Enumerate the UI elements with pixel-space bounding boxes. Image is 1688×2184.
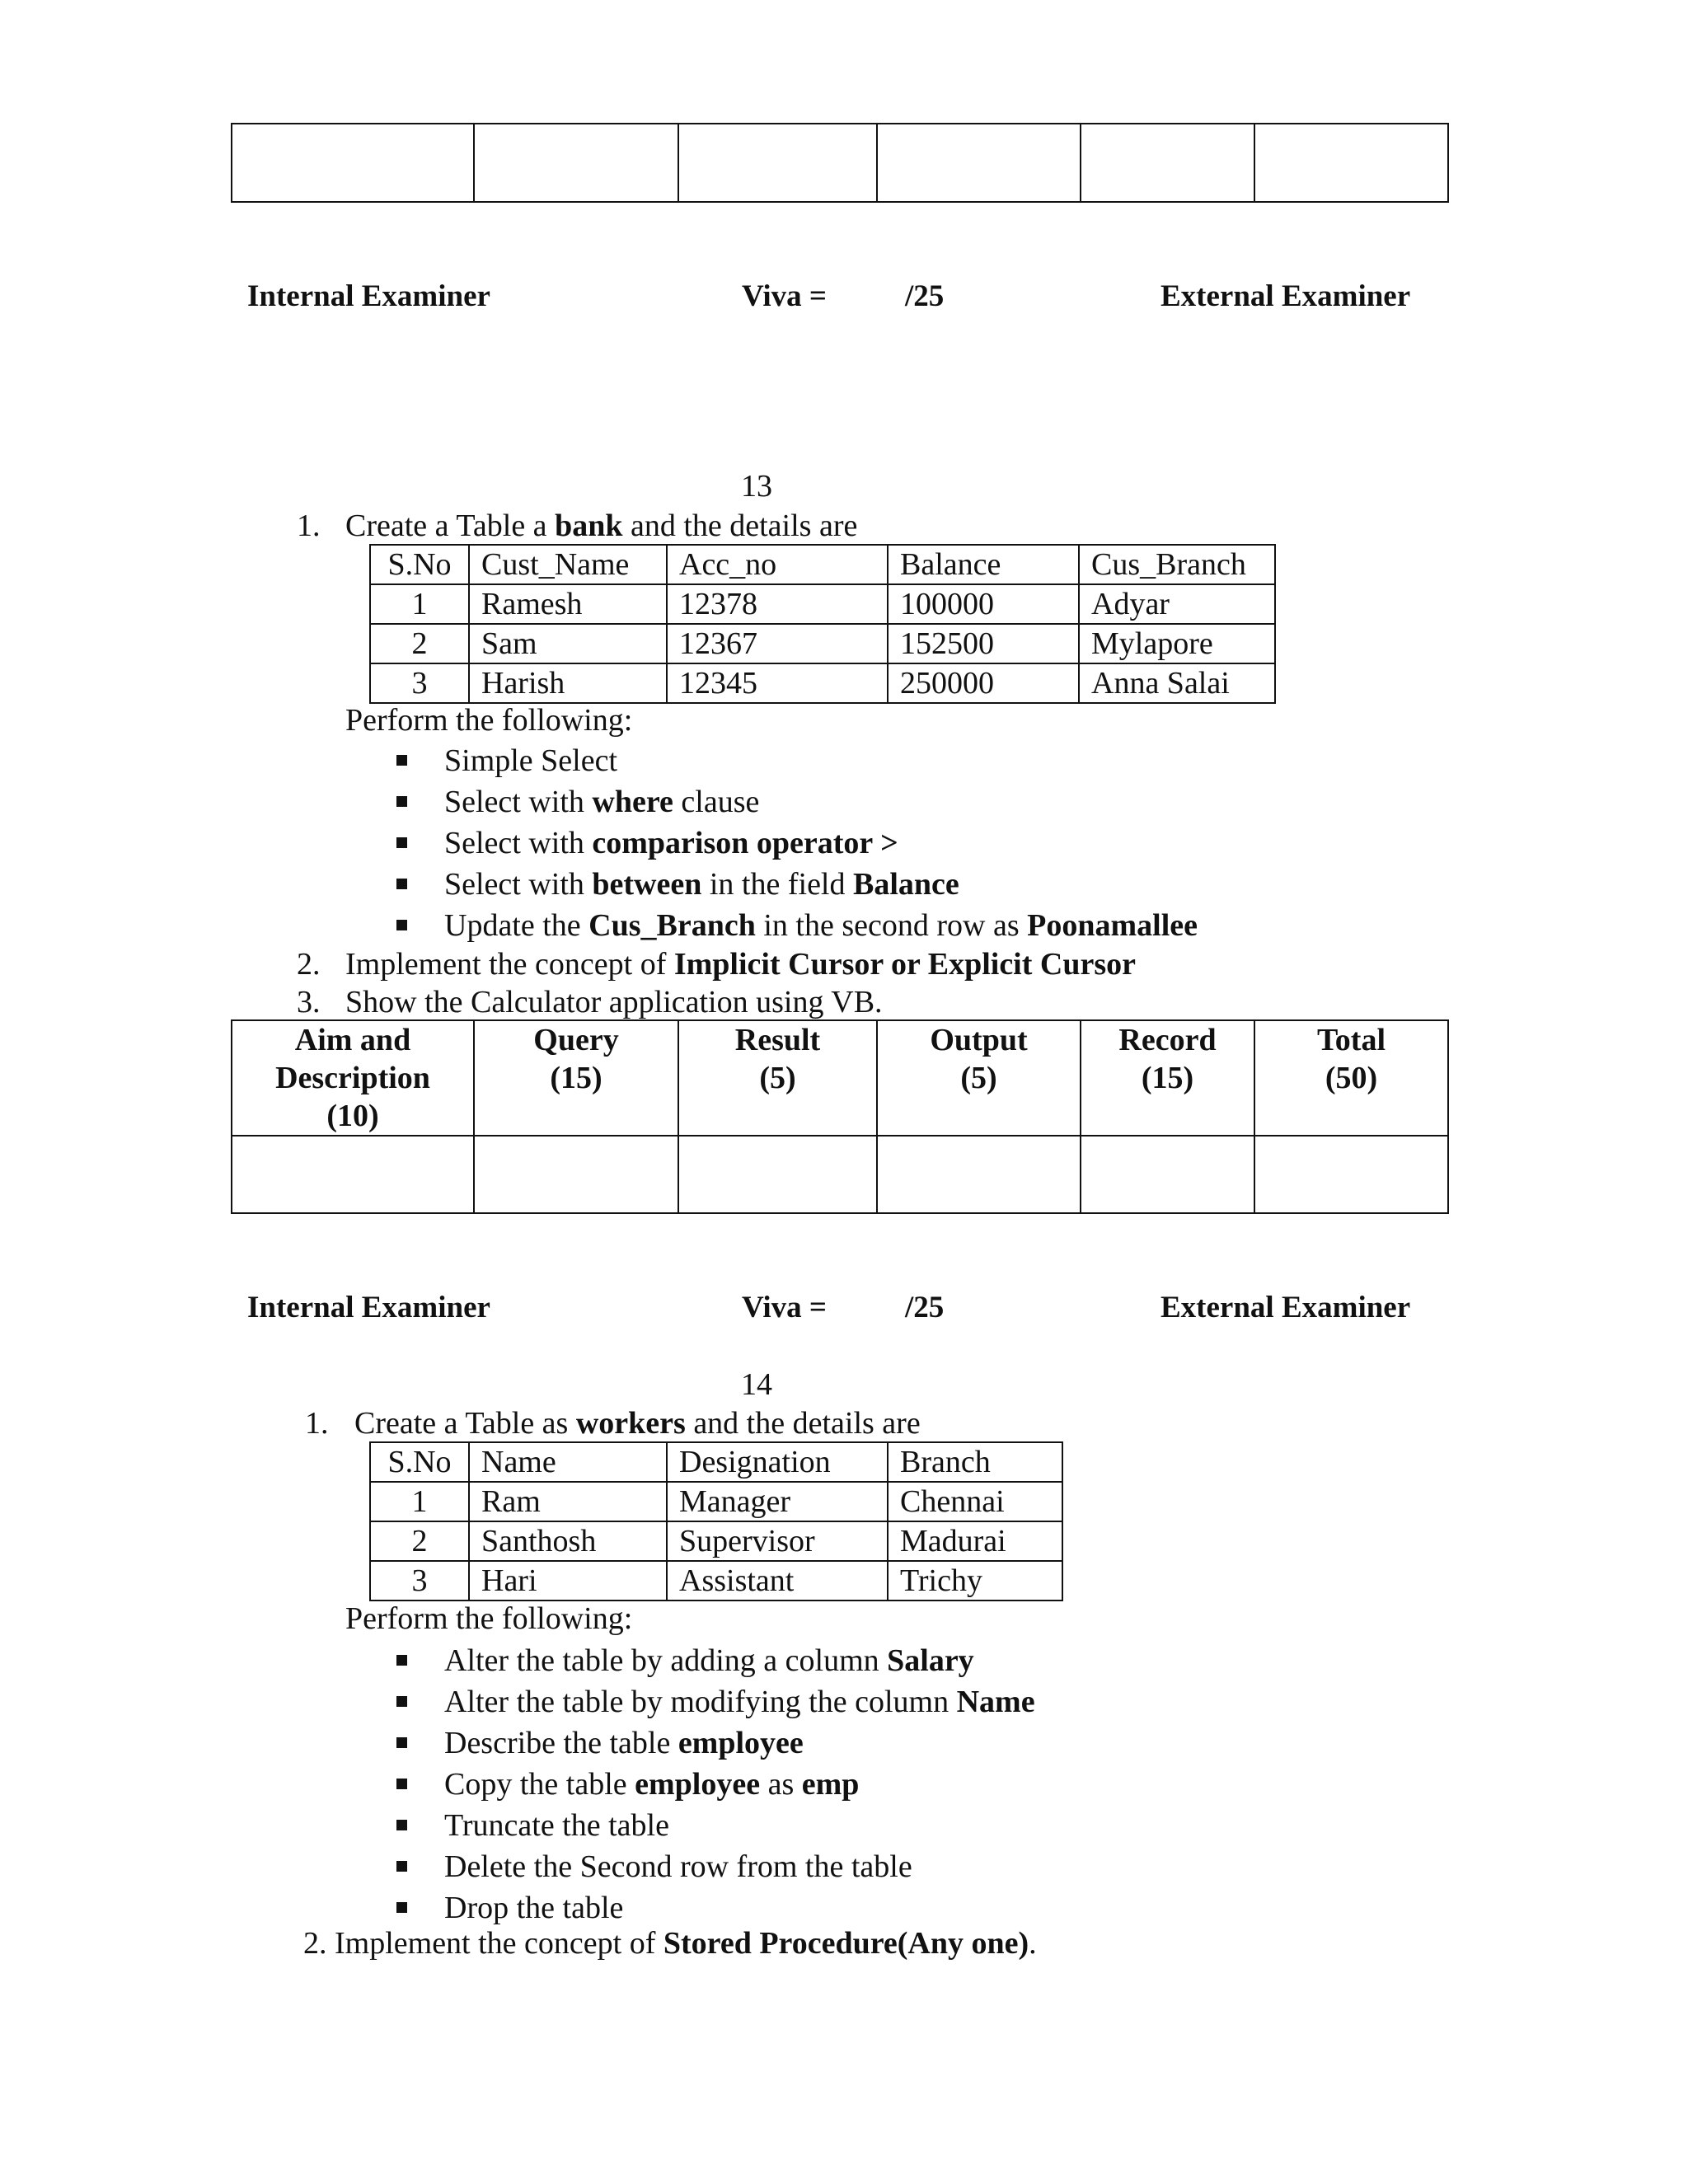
header-line: (5) <box>759 1061 796 1095</box>
bank-table <box>369 544 1276 704</box>
square-bullet-icon <box>396 1655 407 1666</box>
header-branch: Branch <box>888 1442 1062 1482</box>
list-item <box>396 781 1198 823</box>
cell: 2 <box>370 1521 469 1561</box>
header-cust-name: Cust_Name <box>469 545 667 584</box>
square-bullet-icon <box>396 1779 407 1789</box>
list-item <box>396 905 1198 946</box>
question-1-number: 1. <box>297 509 321 543</box>
question-1-number: 1. <box>305 1406 329 1441</box>
table-row <box>370 1521 1062 1561</box>
task-text <box>444 743 617 778</box>
header-line: Query <box>533 1023 619 1057</box>
perform-label: Perform the following: <box>345 1601 633 1636</box>
table-row <box>370 663 1275 703</box>
question-1-prefix: Create a Table a <box>345 509 556 543</box>
table-row <box>370 1561 1062 1601</box>
header-record <box>1081 1020 1254 1136</box>
cell: 250000 <box>888 663 1079 703</box>
question-1-table-name: bank <box>555 509 623 543</box>
square-bullet-icon <box>396 755 407 766</box>
header-name: Name <box>469 1442 667 1482</box>
task-part: clause <box>673 785 760 819</box>
task-part: as <box>760 1767 802 1802</box>
cell: 3 <box>370 663 469 703</box>
square-bullet-icon <box>396 1820 407 1830</box>
square-bullet-icon <box>396 1737 407 1748</box>
cell: Madurai <box>888 1521 1062 1561</box>
cell: 3 <box>370 1561 469 1601</box>
header-balance: Balance <box>888 545 1079 584</box>
task-part: in the field <box>701 867 853 902</box>
marks-cell <box>1254 1136 1448 1213</box>
task-part: Alter the table by adding a column <box>444 1643 888 1678</box>
viva-label: Viva = <box>742 1291 827 1324</box>
header-cus-branch: Cus_Branch <box>1079 545 1275 584</box>
header-sno: S.No <box>370 1442 469 1482</box>
perform-label: Perform the following: <box>345 703 633 738</box>
marks-cell <box>1081 124 1254 202</box>
cell: Sam <box>469 624 667 663</box>
header-line: (50) <box>1325 1061 1378 1095</box>
task-part-bold: where <box>592 785 673 819</box>
internal-examiner-label: Internal Examiner <box>247 1291 490 1324</box>
page-number-14: 14 <box>741 1367 772 1402</box>
task-list-14 <box>396 1640 1035 1929</box>
table-row <box>370 624 1275 663</box>
task-part-bold: comparison operator > <box>592 826 898 860</box>
task-part-bold: employee <box>678 1726 804 1760</box>
internal-examiner-label: Internal Examiner <box>247 279 490 313</box>
list-item <box>396 1887 1035 1929</box>
table-header-row <box>232 1020 1448 1136</box>
marks-cell <box>1081 1136 1254 1213</box>
top-marks-table <box>231 123 1449 203</box>
cell: Manager <box>667 1482 888 1521</box>
question-1-table-name: workers <box>575 1406 686 1441</box>
square-bullet-icon <box>396 1696 407 1707</box>
table-row <box>232 124 1448 202</box>
question-2-suffix: . <box>1029 1926 1037 1961</box>
question-2-bold: Stored Procedure(Any one) <box>663 1926 1029 1961</box>
task-part-bold: Balance <box>853 867 959 902</box>
header-line: Description <box>275 1061 430 1095</box>
viva-score: /25 <box>905 1291 945 1324</box>
external-examiner-label: External Examiner <box>1160 1291 1411 1324</box>
page-number-13: 13 <box>741 469 772 504</box>
cell: 152500 <box>888 624 1079 663</box>
header-output <box>877 1020 1081 1136</box>
task-part: Alter the table by modifying the column <box>444 1685 957 1719</box>
header-line: Aim and <box>294 1023 411 1057</box>
question-2-text <box>303 1924 1037 1963</box>
question-1-text <box>354 1404 921 1443</box>
task-part: Select with <box>444 785 593 819</box>
marks-cell <box>877 1136 1081 1213</box>
task-part-bold: emp <box>801 1767 860 1802</box>
list-item <box>396 823 1198 864</box>
task-part-bold: Salary <box>887 1643 974 1678</box>
task-part: in the second row as <box>755 908 1028 943</box>
list-item <box>396 740 1198 781</box>
external-examiner-label: External Examiner <box>1160 279 1411 313</box>
task-part-bold: Name <box>956 1685 1035 1719</box>
question-1-prefix: Create a Table as <box>354 1406 576 1441</box>
task-part: Copy the table <box>444 1767 635 1802</box>
cell: Assistant <box>667 1561 888 1601</box>
cell: 1 <box>370 584 469 624</box>
cell: Hari <box>469 1561 667 1601</box>
header-line: Result <box>734 1023 821 1057</box>
question-2-bold: Implicit Cursor or Explicit Cursor <box>673 947 1136 982</box>
cell: 12345 <box>667 663 888 703</box>
square-bullet-icon <box>396 1902 407 1913</box>
cell: Santhosh <box>469 1521 667 1561</box>
question-2-text <box>345 944 1136 984</box>
task-part: Select with <box>444 826 593 860</box>
table-header-row <box>370 1442 1062 1482</box>
table-row <box>370 1482 1062 1521</box>
list-item <box>396 864 1198 905</box>
cell: 1 <box>370 1482 469 1521</box>
task-part-bold: Cus_Branch <box>588 908 756 943</box>
table-header-row <box>370 545 1275 584</box>
task-part-bold: employee <box>635 1767 761 1802</box>
header-query <box>474 1020 678 1136</box>
header-line: Total <box>1316 1023 1386 1057</box>
header-designation: Designation <box>667 1442 888 1482</box>
task-part: Simple Select <box>444 743 618 778</box>
header-aim-description <box>232 1020 474 1136</box>
cell: 12378 <box>667 584 888 624</box>
marks-cell <box>877 124 1081 202</box>
question-2-prefix: 2. Implement the concept of <box>303 1926 663 1961</box>
marks-cell <box>232 1136 474 1213</box>
task-part: Truncate the table <box>444 1808 669 1843</box>
marks-cell <box>232 124 474 202</box>
header-line: (10) <box>326 1099 379 1133</box>
table-row <box>232 1136 1448 1213</box>
question-3-number: 3. <box>297 985 321 1019</box>
header-line: (5) <box>960 1061 997 1095</box>
marks-cell <box>678 1136 877 1213</box>
square-bullet-icon <box>396 879 407 889</box>
task-part: Select with <box>444 867 593 902</box>
header-result <box>678 1020 877 1136</box>
task-part-bold: Poonamallee <box>1027 908 1198 943</box>
cell: 100000 <box>888 584 1079 624</box>
question-2-prefix: Implement the concept of <box>345 947 674 982</box>
table-row <box>370 584 1275 624</box>
header-line: Record <box>1118 1023 1217 1057</box>
cell: Chennai <box>888 1482 1062 1521</box>
cell: Adyar <box>1079 584 1275 624</box>
header-total <box>1254 1020 1448 1136</box>
square-bullet-icon <box>396 1861 407 1872</box>
cell: Supervisor <box>667 1521 888 1561</box>
list-item <box>396 1764 1035 1805</box>
viva-label: Viva = <box>742 279 827 313</box>
viva-score: /25 <box>905 279 945 313</box>
task-part: Delete the Second row from the table <box>444 1849 912 1884</box>
task-part: Update the <box>444 908 589 943</box>
question-1-suffix: and the details are <box>685 1406 921 1441</box>
cell: Ram <box>469 1482 667 1521</box>
cell: 12367 <box>667 624 888 663</box>
header-line: (15) <box>1141 1061 1194 1095</box>
square-bullet-icon <box>396 920 407 930</box>
list-item <box>396 1805 1035 1846</box>
square-bullet-icon <box>396 837 407 848</box>
question-1-suffix: and the details are <box>622 509 858 543</box>
marks-cell <box>1254 124 1448 202</box>
task-part: Describe the table <box>444 1726 678 1760</box>
cell: Mylapore <box>1079 624 1275 663</box>
task-part: Drop the table <box>444 1891 624 1925</box>
cell: Ramesh <box>469 584 667 624</box>
cell: Trichy <box>888 1561 1062 1601</box>
list-item <box>396 1640 1035 1681</box>
marks-cell <box>474 1136 678 1213</box>
header-acc-no: Acc_no <box>667 545 888 584</box>
task-part-bold: between <box>592 867 702 902</box>
list-item <box>396 1681 1035 1722</box>
cell: Harish <box>469 663 667 703</box>
header-line: (15) <box>550 1061 603 1095</box>
marks-cell <box>678 124 877 202</box>
workers-table <box>369 1441 1063 1601</box>
question-1-text <box>345 506 857 546</box>
header-line: Output <box>930 1023 1028 1057</box>
marks-table <box>231 1019 1449 1214</box>
question-3-text: Show the Calculator application using VB. <box>345 985 883 1019</box>
marks-cell <box>474 124 678 202</box>
cell: 2 <box>370 624 469 663</box>
square-bullet-icon <box>396 796 407 807</box>
cell: Anna Salai <box>1079 663 1275 703</box>
question-2-number: 2. <box>297 947 321 982</box>
list-item <box>396 1722 1035 1764</box>
task-list-13 <box>396 740 1198 946</box>
list-item <box>396 1846 1035 1887</box>
header-sno: S.No <box>370 545 469 584</box>
